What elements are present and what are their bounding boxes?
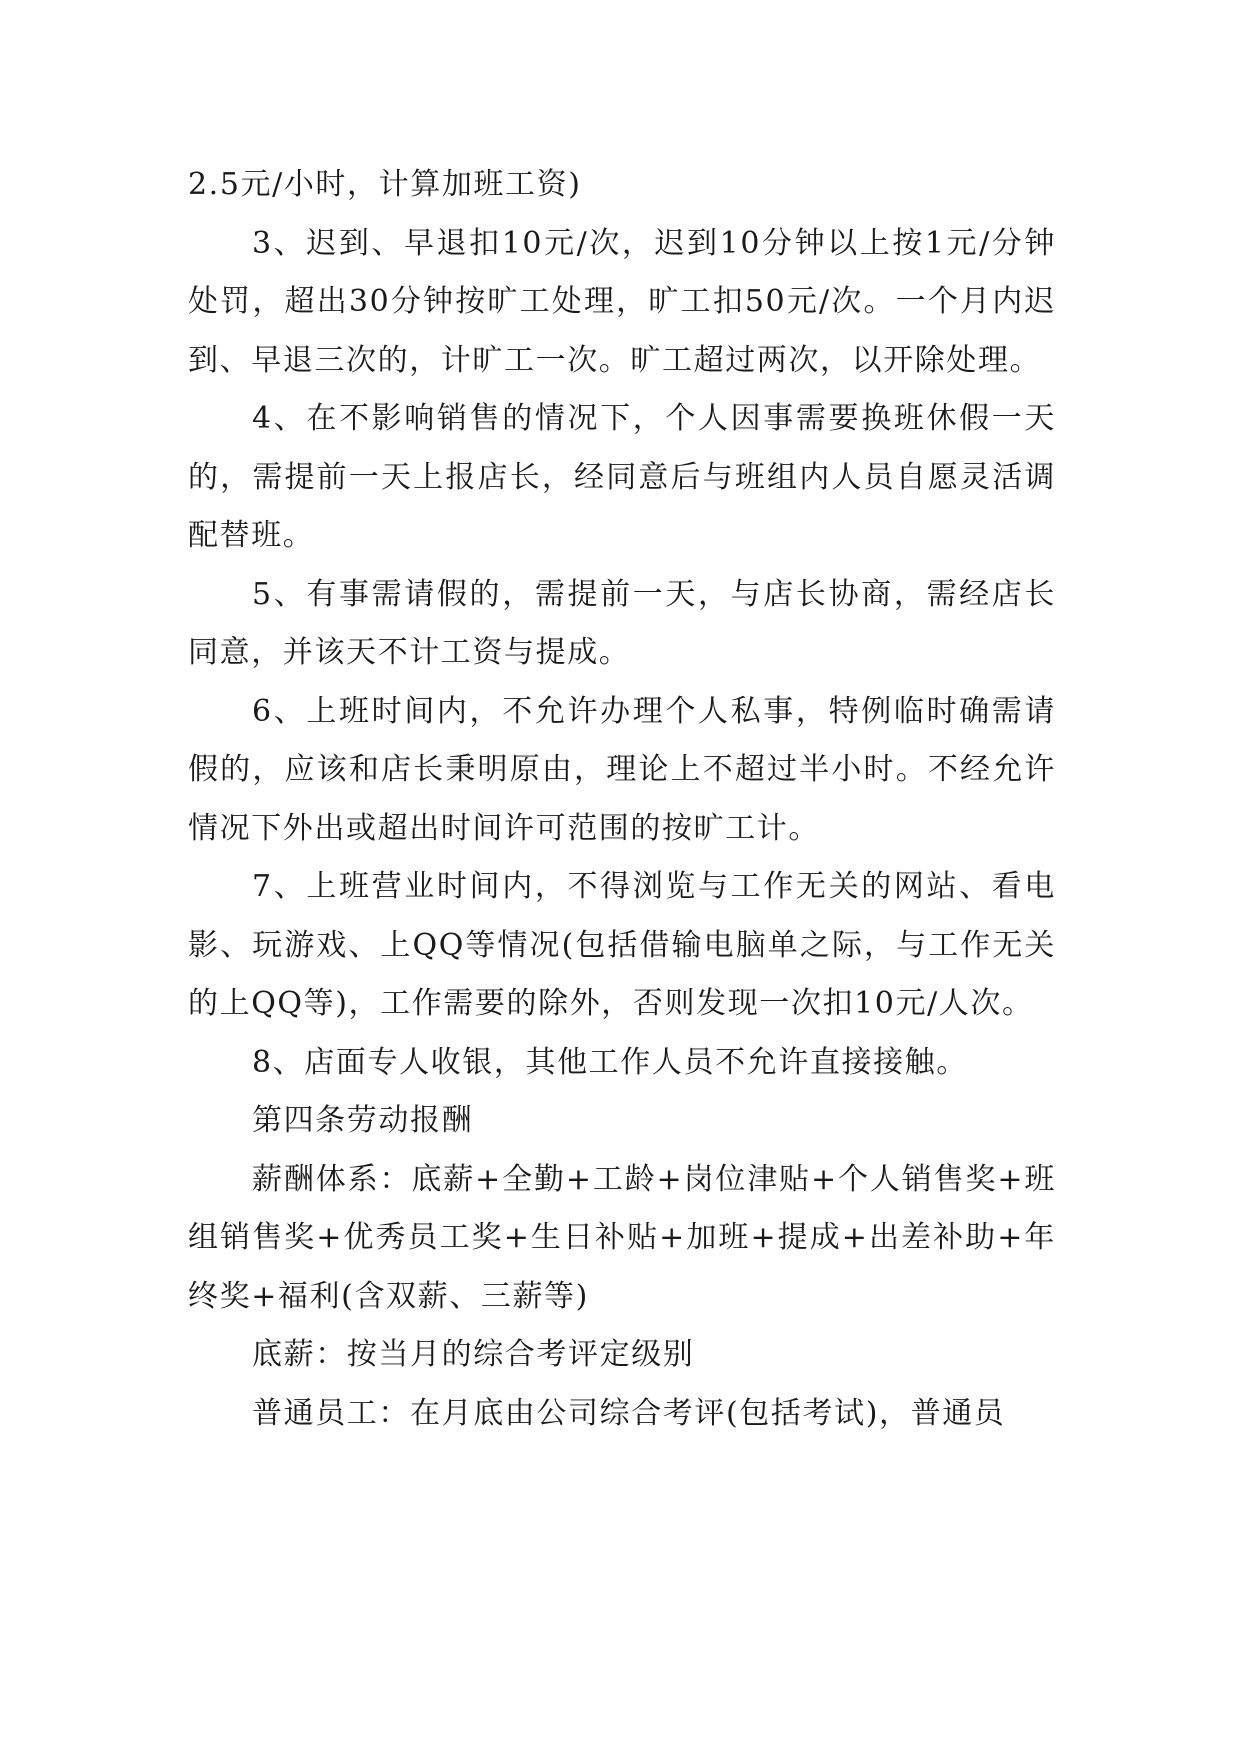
paragraph-regular-staff: 普通员工：在月底由公司综合考评(包括考试)，普通员: [252, 1395, 1006, 1431]
paragraph-salary-system: 薪酬体系：底薪+全勤+工龄+岗位津贴+个人销售奖+班组销售奖+优秀员工奖+生日补贴+加班+提成+出差补助+年终奖+福利(含双薪、三薪等): [188, 1161, 1056, 1314]
paragraph-rule-5-leave: 5、有事需请假的，需提前一天，与店长协商，需经店长同意，并该天不计工资与提成。: [188, 576, 1056, 670]
section-heading-compensation: 第四条劳动报酬: [252, 1103, 474, 1138]
paragraph-base-salary: 底薪：按当月的综合考评定级别: [252, 1337, 695, 1372]
paragraph-rule-4-shift-swap: 4、在不影响销售的情况下，个人因事需要换班休假一天的，需提前一天上报店长，经同意后与班组内人员自愿灵活调配替班。: [188, 401, 1056, 553]
paragraph-rule-7-internet-use: 7、上班营业时间内，不得浏览与工作无关的网站、看电影、玩游戏、上QQ等情况(包括借输电脑单之际，与工作无关的上QQ等)，工作需要的除外，否则发现一次扣10元/人次。: [188, 869, 1056, 1021]
paragraph-rule-8-cashier: 8、店面专人收银，其他工作人员不允许直接接触。: [252, 1044, 968, 1080]
document-body: [188, 156, 1056, 1443]
paragraph-rule-3-lateness: 3、迟到、早退扣10元/次，迟到10分钟以上按1元/分钟处罚，超出30分钟按旷工处理，旷工扣50元/次。一个月内迟到、早退三次的，计旷工一次。旷工超过两次，以开除处理。: [188, 225, 1056, 378]
paragraph-overtime-rate: 2.5元/小时，计算加班工资): [188, 167, 582, 202]
paragraph-rule-6-personal-matters: 6、上班时间内，不允许办理个人私事，特例临时确需请假的，应该和店长秉明原由，理论上不超过半小时。不经允许情况下外出或超出时间许可范围的按旷工计。: [188, 693, 1056, 846]
